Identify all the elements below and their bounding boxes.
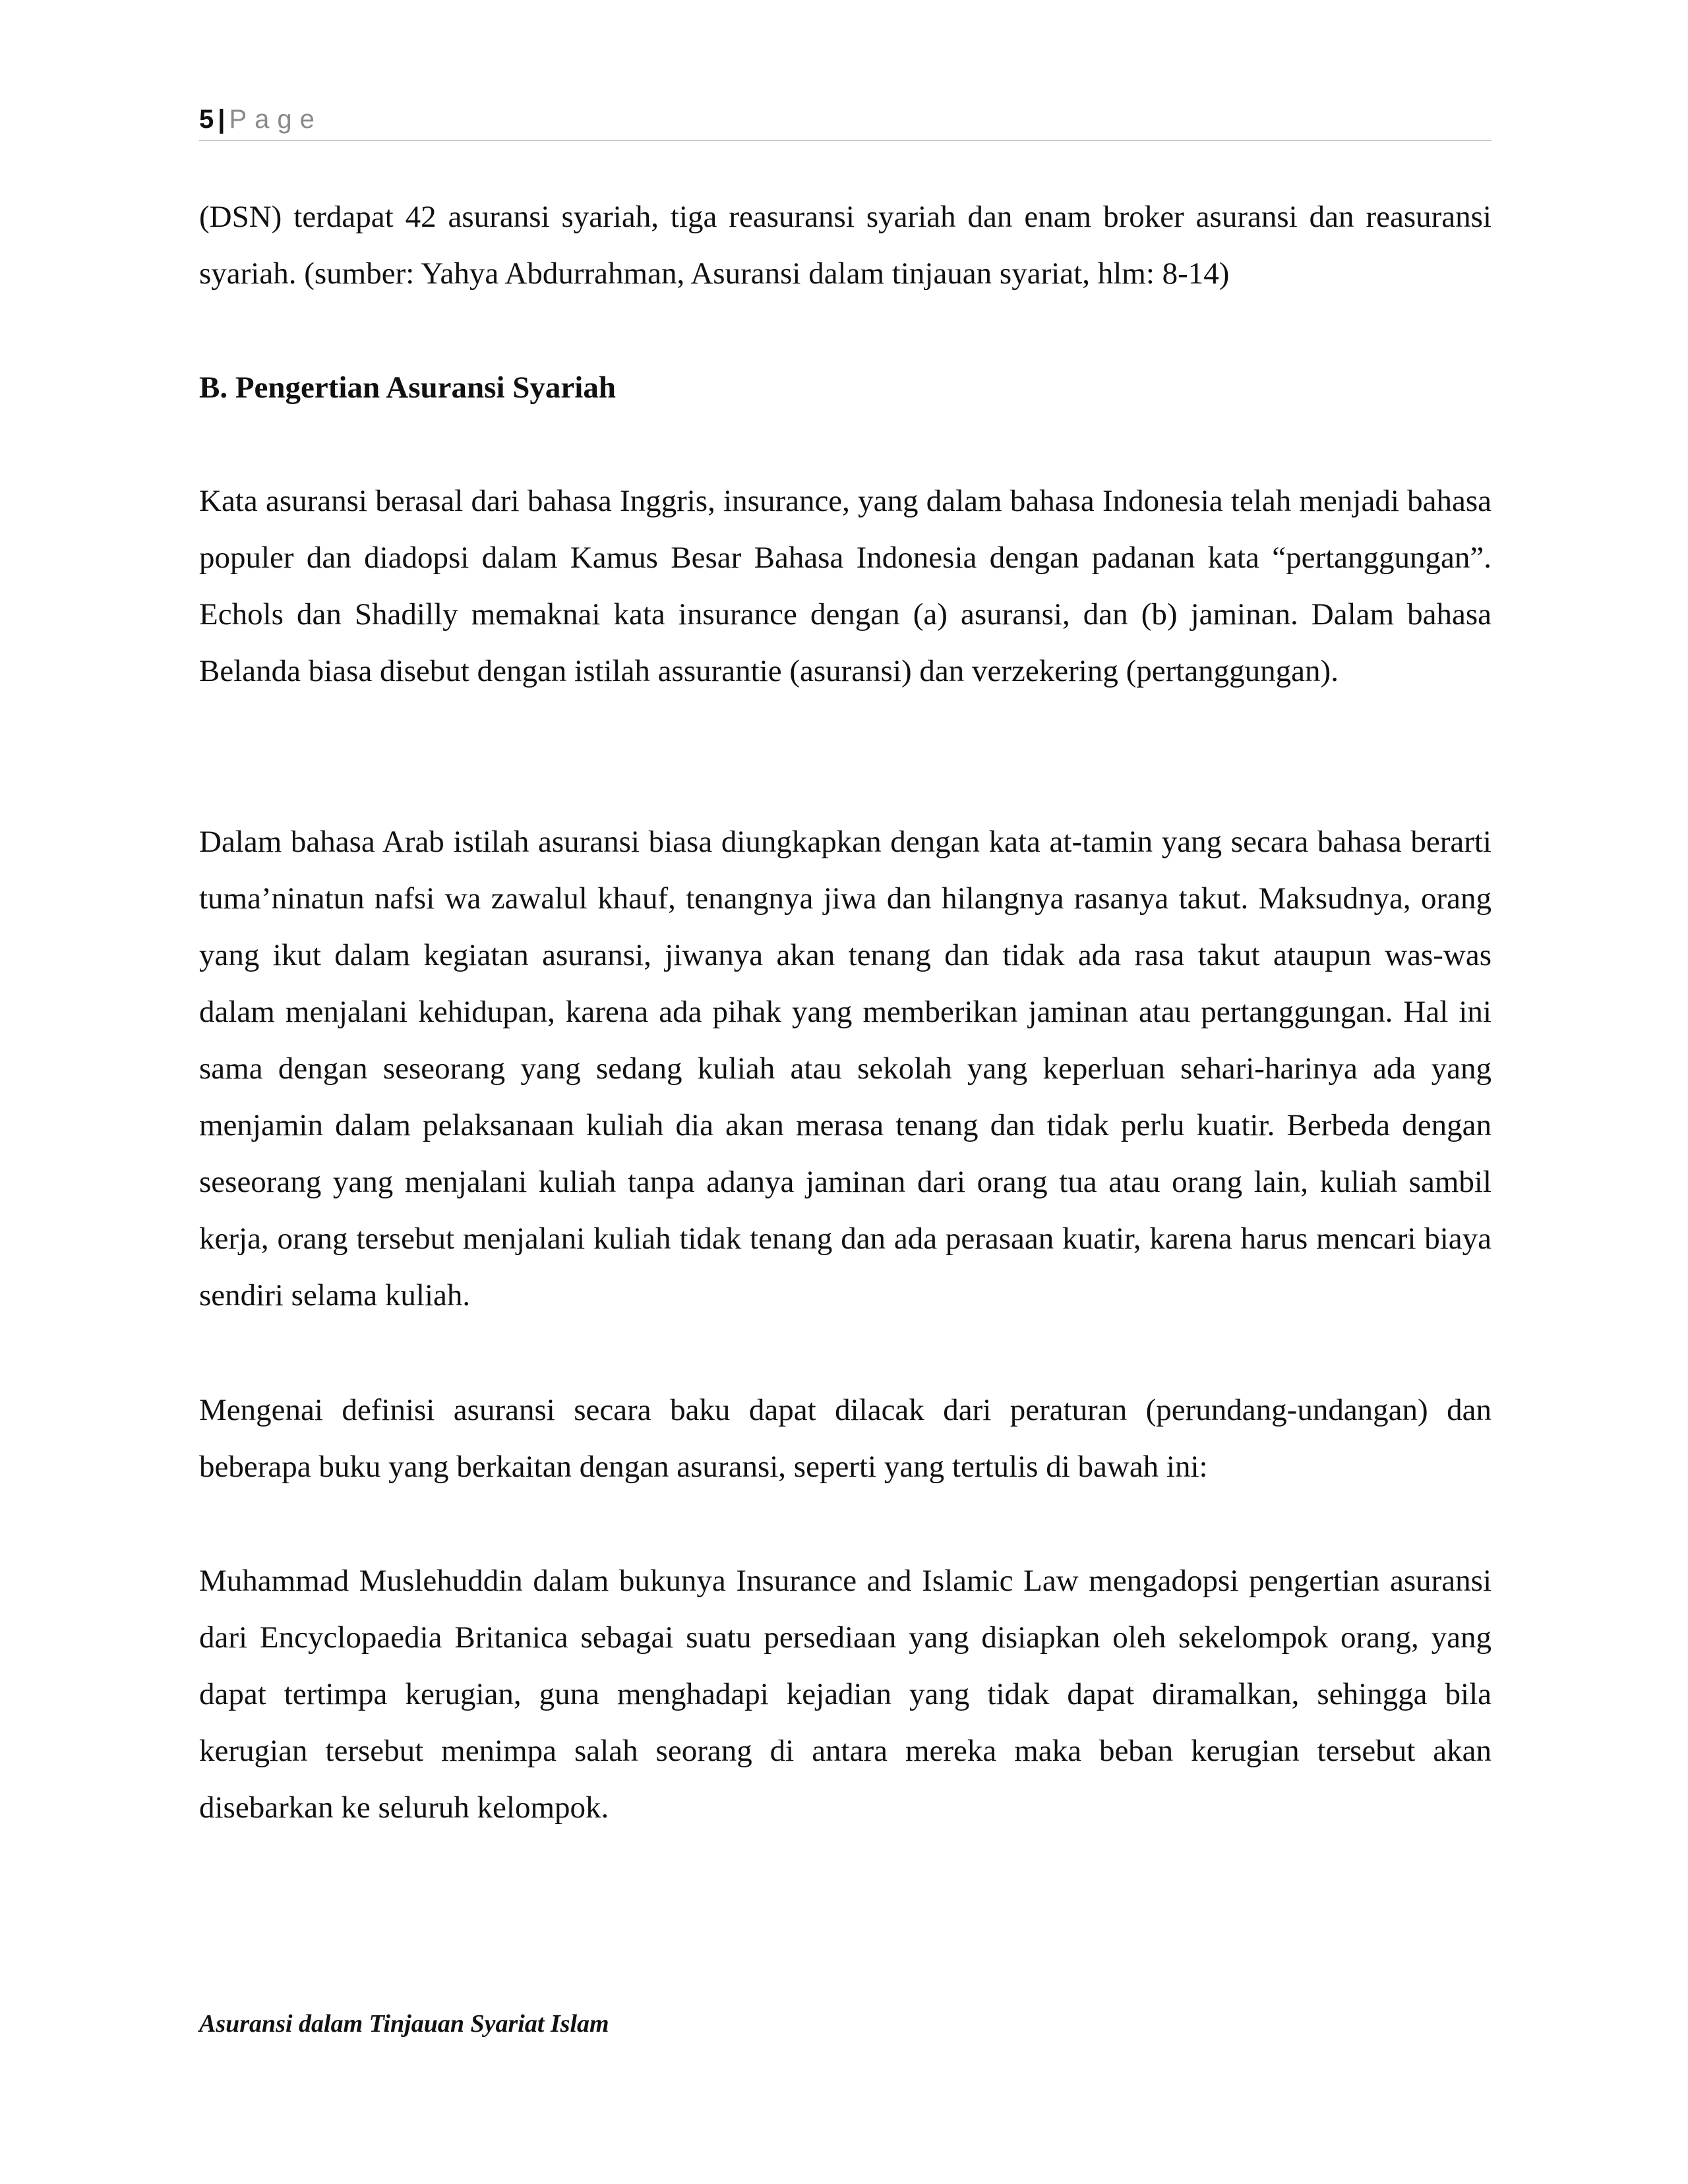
paragraph-formal-definition: Mengenai definisi asuransi secara baku dapat dilacak dari peraturan (perundang-undangan) dan beberapa buku yang berkaitan dengan asuransi, seperti yang tertulis di bawah ini: <box>199 1393 1492 1484</box>
paragraph-continuation: (DSN) terdapat 42 asuransi syariah, tiga reasuransi syariah dan enam broker asuransi dan reasuransi syariah. (sumber: Yahya Abdurrahman, Asuransi dalam tinjauan syariat, hlm: 8-14) <box>199 200 1492 291</box>
paragraph-arabic-term: Dalam bahasa Arab istilah asuransi biasa diungkapkan dengan kata at-tamin yang secara bahasa berarti tuma’ninatun nafsi wa zawalul khauf, tenangnya jiwa dan hilangnya rasanya takut. Maksudnya, orang yang ikut dalam kegiatan asuransi, jiwanya akan tenang dan tidak ada rasa takut ataupun was-was dalam menjalani kehidupan, karena ada pihak yang memberikan jaminan atau pertanggungan. Hal ini sama dengan seseorang yang sedang kuliah atau sekolah yang keperluan sehari-harinya ada yang menjamin dalam pelaksanaan kuliah dia akan merasa tenang dan tidak perlu kuatir. Berbeda dengan seseorang yang menjalani kuliah tanpa adanya jaminan dari orang tua atau orang lain, kuliah sambil kerja, orang tersebut menjalani kuliah tidak tenang dan ada perasaan kuatir, karena harus mencari biaya sendiri selama kuliah. <box>199 825 1492 1313</box>
page-label: Page <box>229 105 322 134</box>
paragraph-muslehuddin: Muhammad Muslehuddin dalam bukunya Insurance and Islamic Law mengadopsi pengertian asuransi dari Encyclopaedia Britanica sebagai suatu persediaan yang disiapkan oleh sekelompok orang, yang dapat tertimpa kerugian, guna menghadapi kejadian yang tidak dapat diramalkan, sehingga bila kerugian tersebut menimpa salah seorang di antara mereka maka beban kerugian tersebut akan disebarkan ke seluruh kelompok. <box>199 1564 1492 1825</box>
page-number: 5 <box>199 105 214 134</box>
page-footer: Asuransi dalam Tinjauan Syariat Islam <box>199 2010 609 2038</box>
paragraph-definition-language: Kata asuransi berasal dari bahasa Inggris, insurance, yang dalam bahasa Indonesia telah menjadi bahasa populer dan diadopsi dalam Kamus Besar Bahasa Indonesia dengan padanan kata “pertanggungan”. Echols dan Shadilly memaknai kata insurance dengan (a) asuransi, dan (b) jaminan. Dalam bahasa Belanda biasa disebut dengan istilah assurantie (asuransi) dan verzekering (pertanggungan). <box>199 484 1492 688</box>
section-heading: B. Pengertian Asuransi Syariah <box>199 370 616 405</box>
header-separator: | <box>218 105 226 134</box>
page-header <box>199 99 1492 141</box>
